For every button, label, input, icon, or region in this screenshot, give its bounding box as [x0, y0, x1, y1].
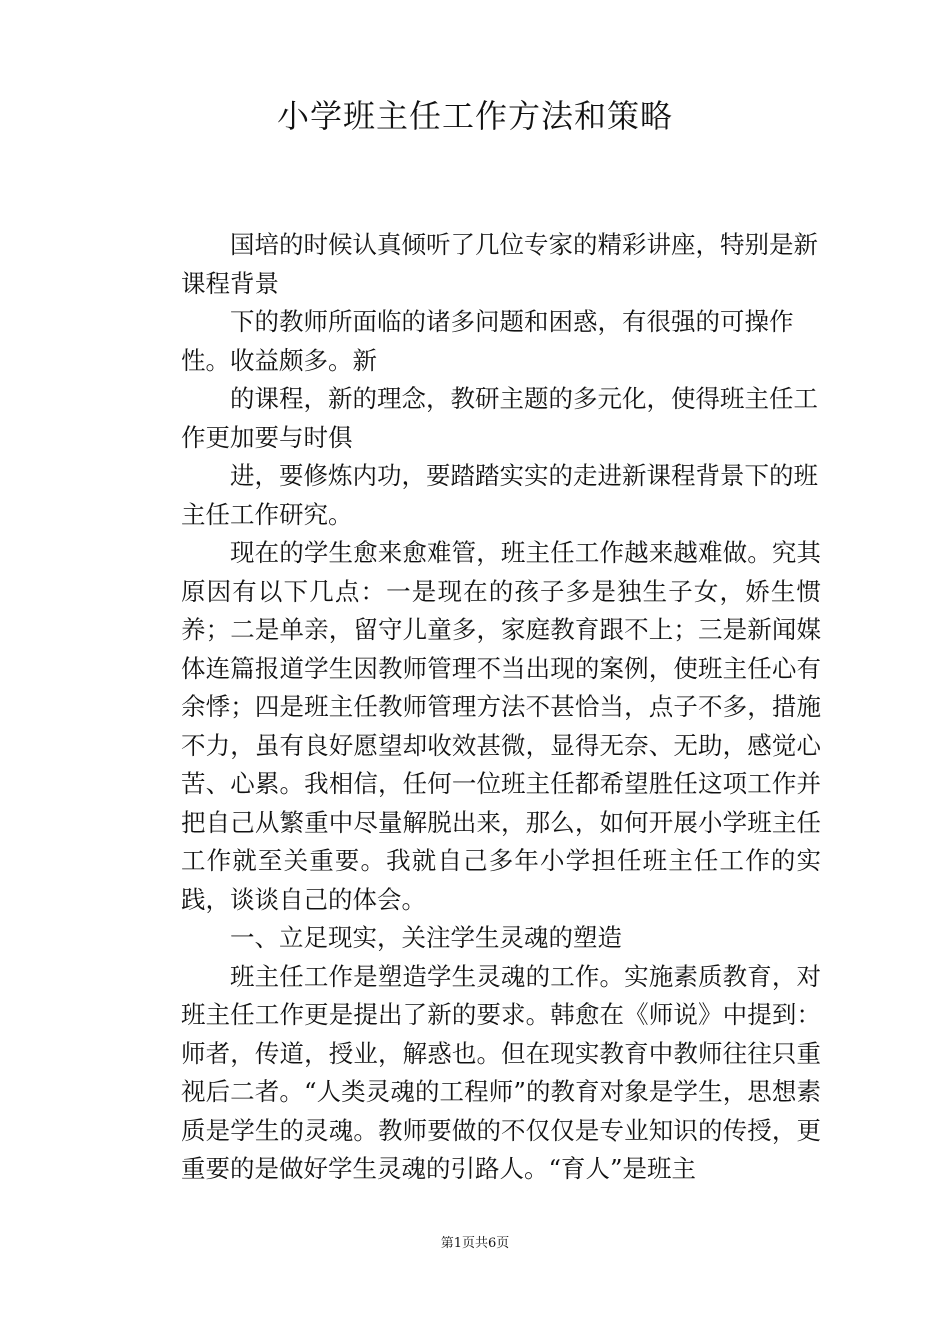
paragraph: 下的教师所面临的诸多问题和困惑，有很强的可操作性。收益颇多。新 — [181, 307, 794, 375]
paragraph: 的课程，新的理念，教研主题的多元化，使得班主任工作更加要与时俱 — [181, 384, 818, 452]
paragraph: 班主任工作是塑造学生灵魂的工作。实施素质教育，对班主任工作更是提出了新的要求。韩愈在《师说》中提到：师者，传道，授业，解惑也。但在现实教育中教师往往只重视后二者。“人类灵魂的工程师”的教育对象是学生，思想素质是学生的灵魂。教师要做的不仅仅是专业知识的传授，更重要的是做好学生灵魂的引路人。“育人”是班主 — [181, 961, 821, 1183]
document-title: 小学班主任工作方法和策略 — [276, 97, 673, 135]
paragraph: 进，要修炼内功，要踏踏实实的走进新课程背景下的班主任工作研究。 — [181, 461, 818, 529]
paragraph: 国培的时候认真倾听了几位专家的精彩讲座，特别是新课程背景 — [181, 230, 818, 298]
page-number-footer: 第1页共6页 — [440, 1236, 510, 1251]
paragraph: 现在的学生愈来愈难管，班主任工作越来越难做。究其原因有以下几点：一是现在的孩子多是独生子女，娇生惯养；二是单亲，留守儿童多，家庭教育跟不上；三是新闻媒体连篇报道学生因教师管理不当出现的案例，使班主任心有余悸；四是班主任教师管理方法不甚恰当，点子不多，措施不力，虽有良好愿望却收效甚微，显得无奈、无助，感觉心苦、心累。我相信，任何一位班主任都希望胜任这项工作并把自己从繁重中尽量解脱出来，那么，如何开展小学班主任工作就至关重要。我就自己多年小学担任班主任工作的实践，谈谈自己的体会。 — [181, 538, 821, 914]
document-body — [181, 226, 821, 1189]
section-heading: 一、立足现实，关注学生灵魂的塑造 — [230, 923, 622, 952]
